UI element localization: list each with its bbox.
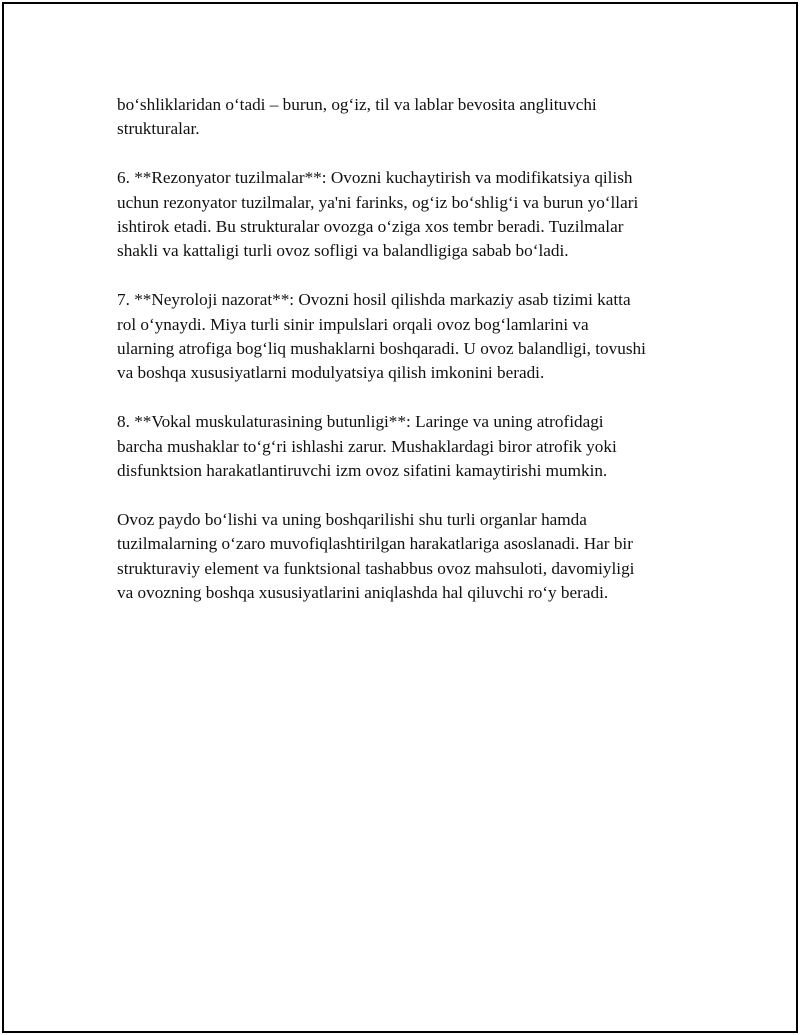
text-line: ishtirok etadi. Bu strukturalar ovozga o‘ziga xos tembr beradi. Tuzilmalar [117, 217, 624, 237]
text-line: barcha mushaklar to‘g‘ri ishlashi zarur. Mushaklardagi biror atrofik yoki [117, 436, 617, 456]
document-body [117, 93, 697, 630]
text-line: strukturaviy element va funktsional tashabbus ovoz mahsuloti, davomiyligi [117, 558, 635, 578]
text-line: 8. **Vokal muskulaturasining butunligi**: Laringe va uning atrofidagi [117, 412, 604, 432]
text-line: strukturalar. [117, 119, 200, 139]
text-line: disfunktsion harakatlantiruvchi izm ovoz sifatini kamaytirishi mumkin. [117, 461, 608, 481]
paragraph-conclusion [117, 508, 697, 606]
paragraph-continuation [117, 93, 697, 142]
paragraph-resonator-structures [117, 166, 697, 264]
text-line: uchun rezonyator tuzilmalar, ya'ni farinks, og‘iz bo‘shlig‘i va burun yo‘llari [117, 192, 639, 212]
text-line: ularning atrofiga bog‘liq mushaklarni boshqaradi. U ovoz balandligi, tovushi [117, 339, 646, 359]
text-line: 7. **Neyroloji nazorat**: Ovozni hosil qilishda markaziy asab tizimi katta [117, 290, 631, 310]
paragraph-neurological-control [117, 288, 697, 386]
text-line: 6. **Rezonyator tuzilmalar**: Ovozni kuchaytirish va modifikatsiya qilish [117, 168, 633, 188]
text-line: va ovozning boshqa xususiyatlarini aniqlashda hal qiluvchi ro‘y beradi. [117, 583, 609, 603]
text-line: bo‘shliklaridan o‘tadi – burun, og‘iz, til va lablar bevosita anglituvchi [117, 95, 597, 114]
text-line: shakli va kattaligi turli ovoz sofligi va balandligiga sabab bo‘ladi. [117, 241, 569, 261]
paragraph-vocal-musculature [117, 410, 697, 483]
text-line: va boshqa xususiyatlarni modulyatsiya qilish imkonini beradi. [117, 363, 545, 383]
text-line: rol o‘ynaydi. Miya turli sinir impulslari orqali ovoz bog‘lamlarini va [117, 314, 589, 334]
text-line: tuzilmalarning o‘zaro muvofiqlashtirilgan harakatlariga asoslanadi. Har bir [117, 534, 633, 554]
text-line: Ovoz paydo bo‘lishi va uning boshqarilishi shu turli organlar hamda [117, 509, 587, 529]
